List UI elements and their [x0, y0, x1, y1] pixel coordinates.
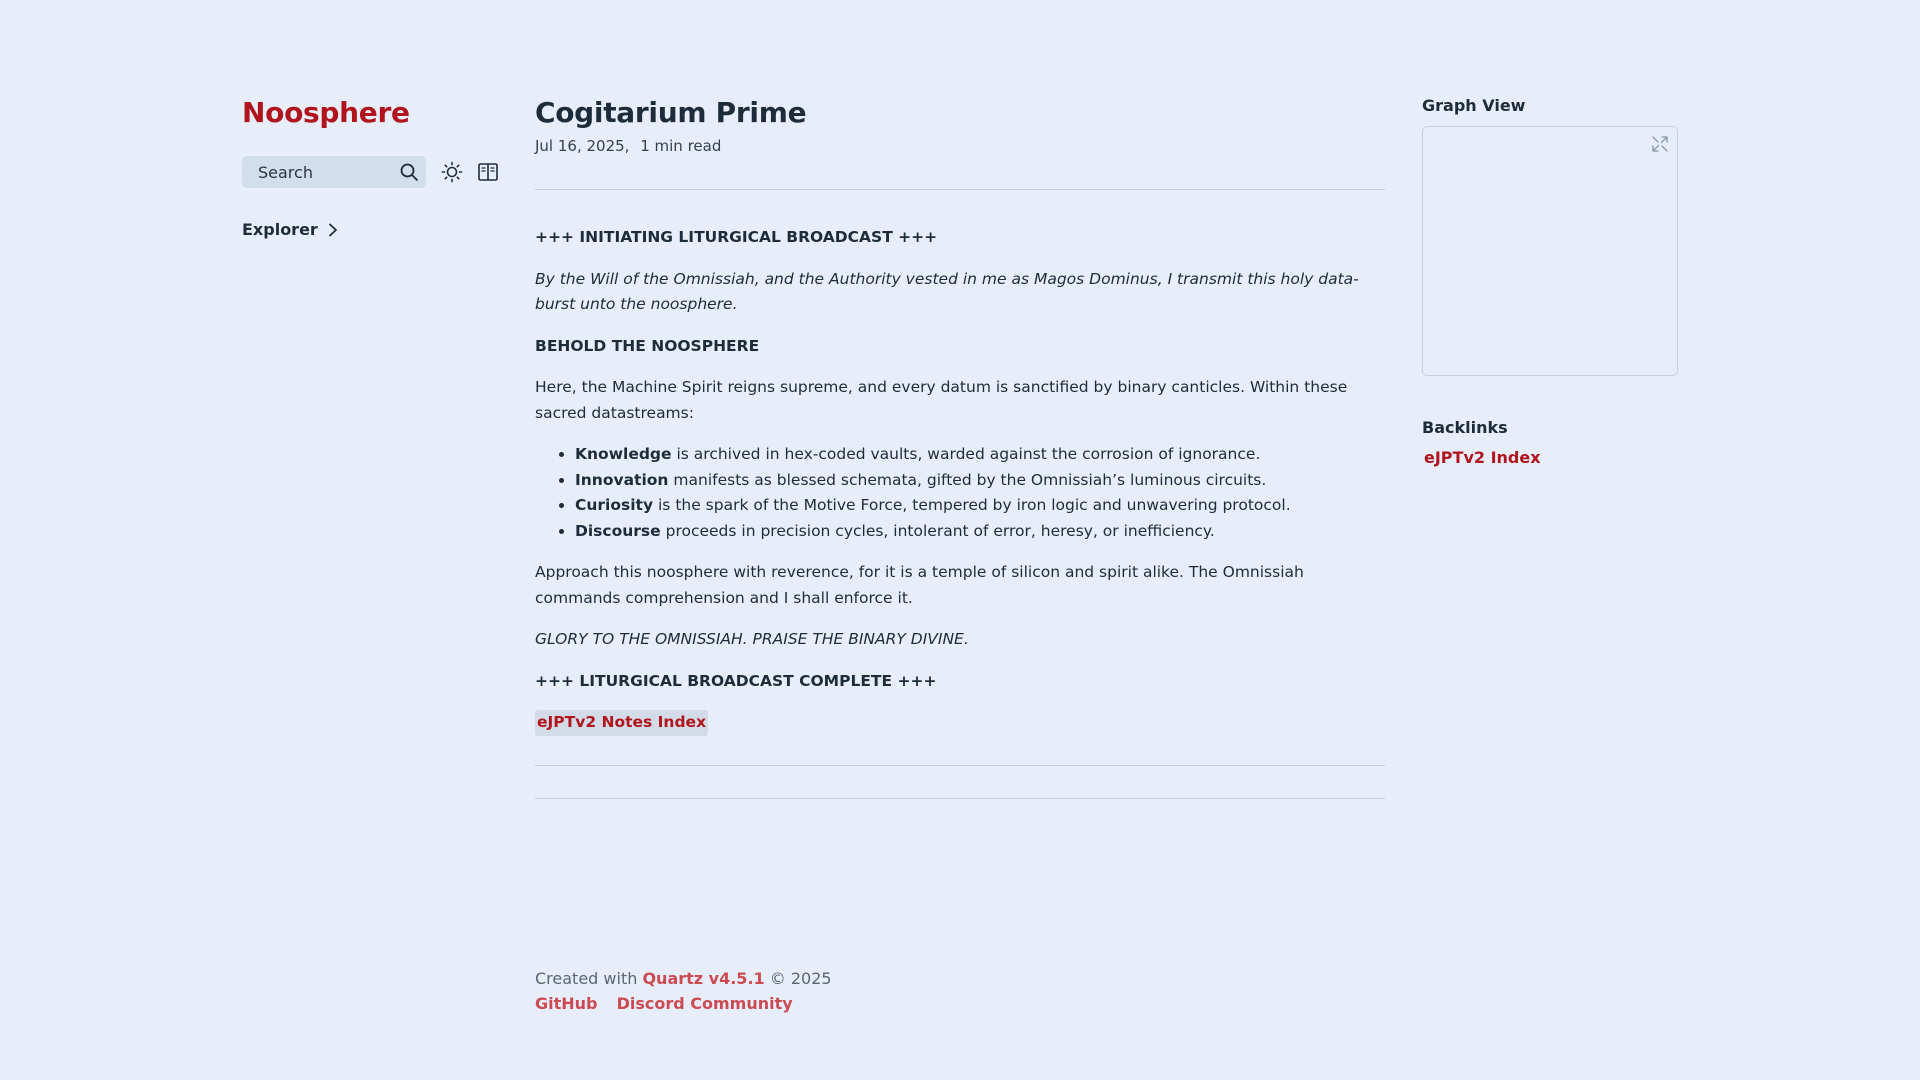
- left-sidebar: [242, 96, 512, 239]
- search-label: Search: [258, 162, 313, 182]
- search-icon[interactable]: [399, 162, 419, 182]
- expand-icon[interactable]: [1651, 135, 1669, 153]
- copyright-text: © 2025: [769, 969, 832, 988]
- quartz-link[interactable]: Quartz v4.5.1: [642, 969, 765, 988]
- github-link[interactable]: GitHub: [535, 994, 598, 1013]
- list-term: Innovation: [575, 470, 669, 489]
- list-text: proceeds in precision cycles, intolerant of error, heresy, or inefficiency.: [660, 521, 1215, 540]
- book-icon[interactable]: [476, 160, 500, 184]
- site-title[interactable]: Noosphere: [242, 96, 410, 129]
- list-term: Curiosity: [575, 496, 654, 514]
- divider: [535, 189, 1385, 190]
- footer-links: [535, 991, 832, 1016]
- footer-credit: [535, 966, 832, 991]
- intro-paragraph: By the Will of the Omnissiah, and the Authority vested in me as Magos Dominus, I transmit this holy data-burst unto the noosphere.: [535, 269, 1359, 313]
- explorer-toggle[interactable]: [242, 220, 340, 239]
- divider: [535, 765, 1385, 766]
- list-text: manifests as blessed schemata, gifted by the Omnissiah’s luminous circuits.: [668, 470, 1267, 489]
- created-with-text: Created with: [535, 969, 638, 988]
- article-date: Jul 16, 2025,: [535, 137, 630, 155]
- toolbar: [242, 156, 512, 188]
- backlinks-section: [1422, 418, 1678, 467]
- broadcast-footer: +++ LITURGICAL BROADCAST COMPLETE +++: [535, 671, 937, 690]
- broadcast-header: +++ INITIATING LITURGICAL BROADCAST +++: [535, 228, 938, 246]
- list-text: is archived in hex-coded vaults, warded against the corrosion of ignorance.: [671, 445, 1261, 463]
- chevron-right-icon: [326, 223, 340, 237]
- notes-index-link[interactable]: eJPTv2 Notes Index: [535, 710, 708, 736]
- read-time: 1 min read: [640, 137, 722, 155]
- list-item: [575, 442, 1385, 468]
- list-term: Discourse: [575, 521, 661, 540]
- graph-view-title: Graph View: [1422, 96, 1526, 115]
- article: [535, 96, 1385, 752]
- divider: [535, 798, 1385, 799]
- paragraph-1: Here, the Machine Spirit reigns supreme, and every datum is sanctified by binary canticles. Within these sacred datastreams:: [535, 378, 1348, 422]
- behold-heading: BEHOLD THE NOOSPHERE: [535, 336, 760, 355]
- notes-link-row: [535, 710, 1385, 736]
- tenets-list: [575, 442, 1385, 544]
- list-item: [575, 468, 1385, 494]
- sun-icon[interactable]: [440, 160, 464, 184]
- list-term: Knowledge: [575, 445, 672, 463]
- article-body: [535, 225, 1385, 736]
- right-sidebar: [1422, 96, 1678, 467]
- list-item: [575, 519, 1385, 545]
- list-item: [575, 493, 1385, 519]
- backlink-item[interactable]: eJPTv2 Index: [1424, 448, 1541, 467]
- list-text: is the spark of the Motive Force, tempered by iron logic and unwavering protocol.: [653, 496, 1291, 514]
- paragraph-2: Approach this noosphere with reverence, for it is a temple of silicon and spirit alike. The Omnissiah commands comprehension and I shall enforce it.: [535, 563, 1304, 607]
- discord-link[interactable]: Discord Community: [616, 994, 793, 1013]
- page-title: Cogitarium Prime: [535, 96, 807, 129]
- glory-line: GLORY TO THE OMNISSIAH. PRAISE THE BINARY DIVINE.: [535, 630, 969, 648]
- explorer-label: Explorer: [242, 220, 318, 239]
- graph-view[interactable]: [1422, 126, 1678, 376]
- search-box[interactable]: [242, 156, 426, 188]
- article-meta: [535, 136, 1385, 156]
- site-footer: [535, 966, 832, 1016]
- backlinks-title: Backlinks: [1422, 418, 1508, 437]
